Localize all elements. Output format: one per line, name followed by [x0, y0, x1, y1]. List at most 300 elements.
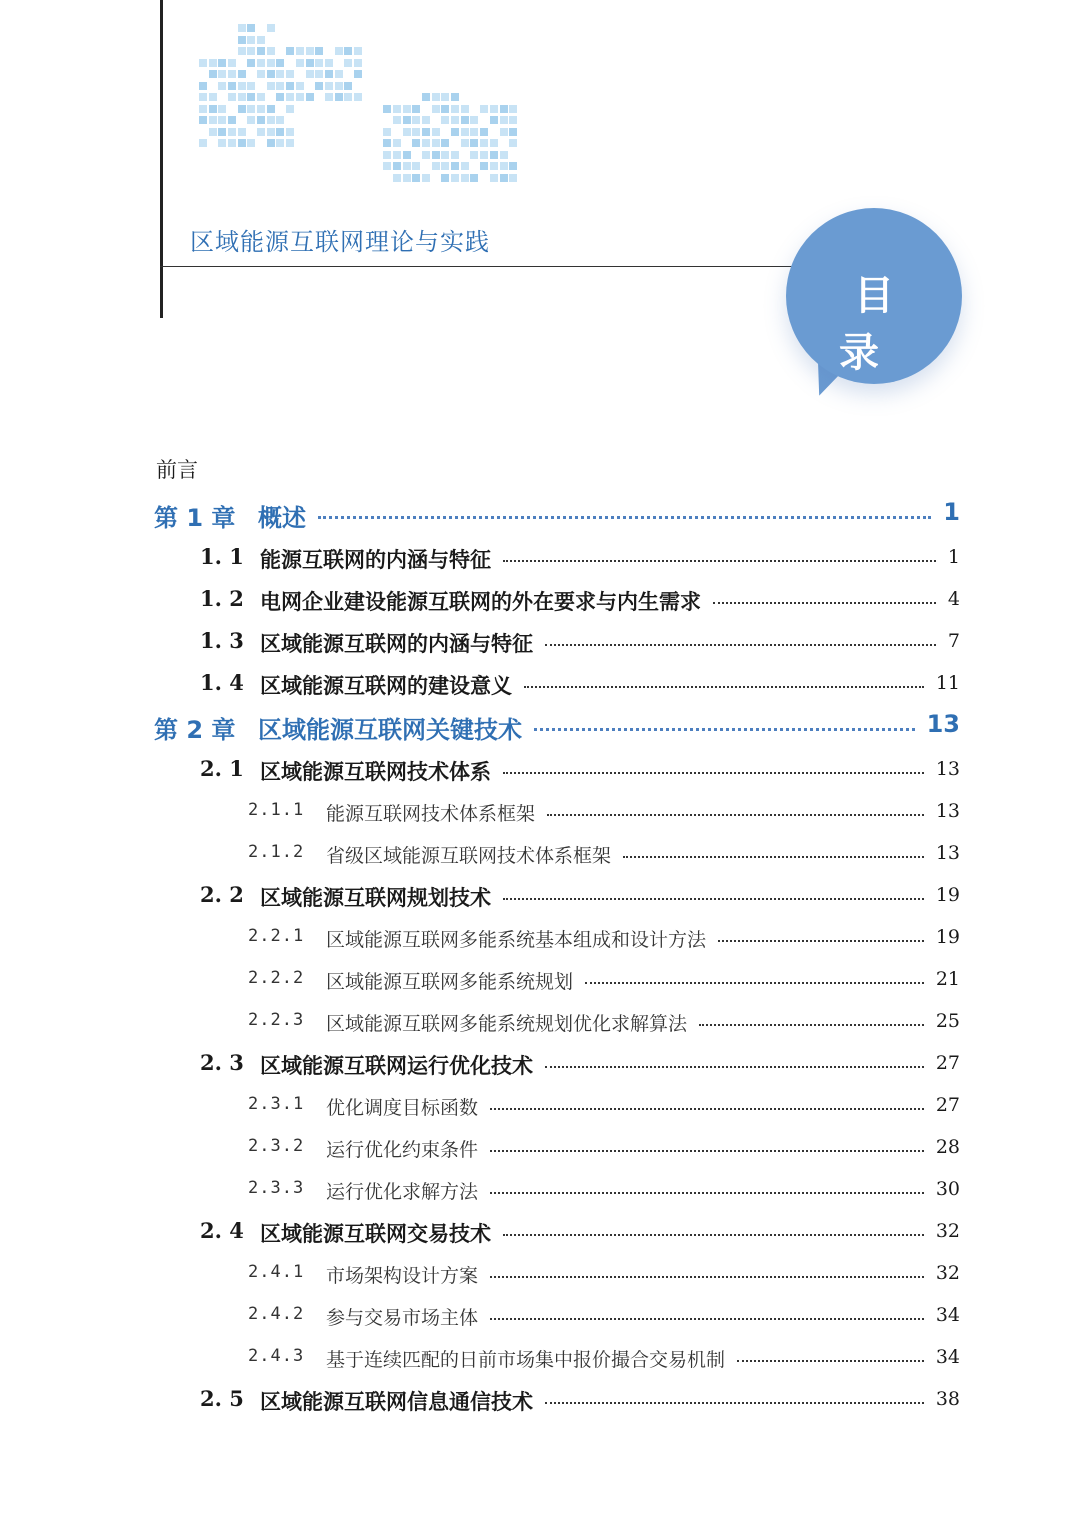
pixel-square [257, 59, 265, 67]
toc-entry-number: 2.3.1 [248, 1094, 305, 1114]
pixel-square [480, 139, 488, 147]
pixel-square [247, 105, 255, 113]
pixel-square [238, 82, 246, 90]
pixel-square [306, 59, 314, 67]
toc-section-row[interactable] [0, 1210, 1080, 1252]
pixel-square [276, 59, 284, 67]
toc-entry-page: 19 [935, 926, 960, 948]
pixel-square [228, 93, 236, 101]
pixel-square [383, 162, 391, 170]
dot-leader [490, 1108, 924, 1110]
pixel-square [199, 93, 207, 101]
pixel-square [441, 93, 449, 101]
pixel-square [354, 59, 362, 67]
pixel-square [315, 59, 323, 67]
pixel-square [393, 116, 401, 124]
pixel-square [344, 93, 352, 101]
pixel-square [509, 162, 517, 170]
pixel-square [209, 105, 217, 113]
pixel-square [480, 128, 488, 136]
pixel-square [335, 82, 343, 90]
pixel-square [451, 93, 459, 101]
toc-entry-number: 2.4.1 [248, 1262, 305, 1282]
toc-sub-row[interactable] [0, 1126, 1080, 1168]
pixel-square [209, 128, 217, 136]
toc-entry-page: 27 [935, 1052, 960, 1074]
pixel-square [228, 116, 236, 124]
pixel-square [461, 162, 469, 170]
toc-entry-title: 区域能源互联网运行优化技术 [260, 1053, 533, 1078]
toc-entry-title: 区域能源互联网信息通信技术 [260, 1389, 533, 1414]
toc-entry-page: 7 [947, 630, 960, 652]
pixel-square [325, 70, 333, 78]
toc-section-row[interactable] [0, 874, 1080, 916]
pixel-square [383, 128, 391, 136]
pixel-square [432, 151, 440, 159]
toc-entry-title: 区域能源互联网交易技术 [260, 1221, 491, 1246]
pixel-square [257, 116, 265, 124]
pixel-square [354, 47, 362, 55]
pixel-square [228, 59, 236, 67]
pixel-square [393, 105, 401, 113]
pixel-mosaic-decoration [160, 24, 550, 194]
pixel-square [296, 82, 304, 90]
pixel-square [490, 162, 498, 170]
pixel-square [412, 139, 420, 147]
toc-entry-title: 运行优化求解方法 [326, 1181, 479, 1203]
toc-entry-page: 28 [935, 1136, 960, 1158]
pixel-square [218, 82, 226, 90]
toc-entry-number: 2. 4 [200, 1218, 244, 1243]
pixel-square [451, 105, 459, 113]
toc-entry-number: 1. 2 [200, 586, 244, 611]
pixel-square [325, 59, 333, 67]
pixel-square [238, 139, 246, 147]
pixel-square [276, 116, 284, 124]
pixel-square [247, 93, 255, 101]
pixel-square [412, 162, 420, 170]
pixel-square [412, 105, 420, 113]
toc-entry-title: 区域能源互联网多能系统规划 [326, 971, 574, 993]
pixel-square [432, 128, 440, 136]
toc-chapter-row[interactable] [0, 492, 1080, 536]
pixel-square [199, 116, 207, 124]
pixel-square [470, 128, 478, 136]
toc-entry-number: 第 1 章 [154, 504, 236, 532]
toc-entry-number: 2.2.1 [248, 926, 305, 946]
toc-entry-page: 27 [935, 1094, 960, 1116]
pixel-square [500, 105, 508, 113]
pixel-square [412, 128, 420, 136]
dot-leader [623, 856, 924, 858]
dot-leader [718, 940, 924, 942]
toc-entry-number: 1. 3 [200, 628, 244, 653]
pixel-square [490, 116, 498, 124]
contents-heading: 目 录 [839, 273, 924, 376]
pixel-square [383, 105, 391, 113]
pixel-square [441, 116, 449, 124]
dot-leader [547, 814, 924, 816]
header-horizontal-rule [160, 266, 800, 267]
pixel-square [393, 151, 401, 159]
dot-leader [699, 1024, 924, 1026]
pixel-square [267, 70, 275, 78]
toc-section-row[interactable] [0, 578, 1080, 620]
pixel-square [344, 47, 352, 55]
pixel-square [393, 162, 401, 170]
pixel-square [199, 59, 207, 67]
toc-entry-title: 区域能源互联网规划技术 [260, 885, 491, 910]
pixel-square [276, 70, 284, 78]
toc-entry-number: 2.3.3 [248, 1178, 305, 1198]
pixel-square [238, 36, 246, 44]
pixel-square [238, 93, 246, 101]
pixel-square [432, 105, 440, 113]
dot-leader [490, 1276, 924, 1278]
toc-section-row[interactable] [0, 1042, 1080, 1084]
pixel-square [199, 139, 207, 147]
pixel-square [441, 151, 449, 159]
pixel-square [247, 24, 255, 32]
toc-section-row[interactable] [0, 662, 1080, 704]
pixel-square [228, 82, 236, 90]
dot-leader [490, 1150, 924, 1152]
pixel-square [315, 47, 323, 55]
toc-entry-title: 区域能源互联网的内涵与特征 [260, 631, 533, 656]
pixel-square [490, 139, 498, 147]
pixel-square [383, 151, 391, 159]
pixel-square [238, 47, 246, 55]
pixel-square [209, 70, 217, 78]
pixel-square [325, 82, 333, 90]
book-title: 区域能源互联网理论与实践 [190, 228, 490, 256]
pixel-square [393, 174, 401, 182]
dot-leader [524, 686, 924, 688]
pixel-square [354, 70, 362, 78]
dot-leader [503, 560, 936, 562]
pixel-square [509, 128, 517, 136]
pixel-square [247, 139, 255, 147]
pixel-square [218, 116, 226, 124]
pixel-square [432, 93, 440, 101]
toc-entry-title: 电网企业建设能源互联网的外在要求与内生需求 [260, 589, 701, 614]
toc-entry-title: 参与交易市场主体 [326, 1307, 479, 1329]
pixel-square [470, 139, 478, 147]
pixel-square [247, 47, 255, 55]
pixel-square [238, 70, 246, 78]
toc-entry-page: 34 [935, 1304, 960, 1326]
pixel-square [276, 139, 284, 147]
pixel-square [286, 139, 294, 147]
pixel-square [500, 162, 508, 170]
pixel-square [238, 105, 246, 113]
pixel-square [296, 93, 304, 101]
pixel-square [441, 105, 449, 113]
toc-section-row[interactable] [0, 536, 1080, 578]
dot-leader [545, 1066, 924, 1068]
pixel-square [218, 70, 226, 78]
preface-entry[interactable]: 前言 [156, 458, 198, 482]
pixel-square [461, 139, 469, 147]
pixel-square [403, 128, 411, 136]
pixel-square [393, 139, 401, 147]
toc-sub-row[interactable] [0, 1084, 1080, 1126]
dot-leader [534, 728, 915, 731]
pixel-square [228, 70, 236, 78]
pixel-square [247, 116, 255, 124]
pixel-square [470, 116, 478, 124]
toc-entry-title: 区域能源互联网的建设意义 [260, 673, 512, 698]
pixel-square [247, 59, 255, 67]
dot-leader [545, 1402, 924, 1404]
toc-entry-number: 2.4.3 [248, 1346, 305, 1366]
pixel-square [247, 36, 255, 44]
toc-entry-page: 1 [947, 546, 960, 568]
pixel-square [267, 139, 275, 147]
toc-sub-row[interactable] [0, 790, 1080, 832]
pixel-square [509, 105, 517, 113]
pixel-square [509, 139, 517, 147]
pixel-square [500, 116, 508, 124]
pixel-square [412, 116, 420, 124]
toc-entry-number: 2.3.2 [248, 1136, 305, 1156]
pixel-square [257, 36, 265, 44]
pixel-square [403, 151, 411, 159]
pixel-square [490, 174, 498, 182]
pixel-square [247, 82, 255, 90]
toc-entry-title: 区域能源互联网多能系统基本组成和设计方法 [326, 929, 707, 951]
pixel-square [422, 93, 430, 101]
toc-entry-title: 区域能源互联网技术体系 [260, 759, 491, 784]
pixel-square [451, 162, 459, 170]
dot-leader [318, 516, 931, 519]
toc-entry-page: 38 [935, 1388, 960, 1410]
toc-entry-title: 能源互联网技术体系框架 [326, 803, 536, 825]
pixel-square [461, 105, 469, 113]
toc-entry-title: 区域能源互联网多能系统规划优化求解算法 [326, 1013, 688, 1035]
pixel-square [286, 105, 294, 113]
pixel-square [509, 174, 517, 182]
toc-entry-number: 2. 1 [200, 756, 244, 781]
pixel-square [228, 139, 236, 147]
toc-entry-page: 13 [935, 800, 960, 822]
toc-entry-title: 基于连续匹配的日前市场集中报价撮合交易机制 [326, 1349, 726, 1371]
pixel-square [267, 47, 275, 55]
pixel-square [306, 47, 314, 55]
pixel-square [286, 47, 294, 55]
pixel-square [257, 128, 265, 136]
toc-entry-page: 13 [926, 710, 960, 738]
toc-entry-page: 32 [935, 1220, 960, 1242]
pixel-square [403, 105, 411, 113]
pixel-square [451, 174, 459, 182]
pixel-square [218, 139, 226, 147]
toc-entry-number: 2.2.2 [248, 968, 305, 988]
toc-entry-page: 21 [935, 968, 960, 990]
pixel-square [412, 174, 420, 182]
pixel-square [480, 151, 488, 159]
pixel-square [315, 70, 323, 78]
pixel-square [509, 116, 517, 124]
toc-entry-title: 运行优化约束条件 [326, 1139, 479, 1161]
pixel-square [432, 139, 440, 147]
toc-sub-row[interactable] [0, 958, 1080, 1000]
pixel-square [403, 162, 411, 170]
pixel-square [267, 128, 275, 136]
pixel-square [432, 162, 440, 170]
toc-entry-number: 2. 5 [200, 1386, 244, 1411]
toc-entry-page: 25 [935, 1010, 960, 1032]
toc-entry-number: 2. 2 [200, 882, 244, 907]
pixel-square [344, 59, 352, 67]
pixel-square [490, 105, 498, 113]
toc-entry-page: 13 [935, 758, 960, 780]
pixel-square [286, 70, 294, 78]
pixel-square [470, 174, 478, 182]
pixel-square [199, 105, 207, 113]
pixel-square [422, 139, 430, 147]
pixel-square [383, 139, 391, 147]
pixel-square [422, 116, 430, 124]
pixel-square [296, 59, 304, 67]
pixel-square [422, 151, 430, 159]
pixel-square [441, 162, 449, 170]
pixel-square [451, 151, 459, 159]
pixel-square [335, 93, 343, 101]
pixel-square [267, 116, 275, 124]
pixel-square [257, 47, 265, 55]
pixel-square [451, 128, 459, 136]
dot-leader [503, 898, 924, 900]
pixel-square [403, 174, 411, 182]
toc-entry-page: 1 [943, 498, 960, 526]
pixel-square [470, 151, 478, 159]
pixel-square [276, 128, 284, 136]
pixel-square [354, 93, 362, 101]
toc-entry-page: 19 [935, 884, 960, 906]
pixel-square [238, 128, 246, 136]
pixel-square [286, 82, 294, 90]
pixel-square [296, 47, 304, 55]
pixel-square [267, 82, 275, 90]
toc-entry-page: 11 [935, 672, 960, 694]
pixel-square [480, 105, 488, 113]
pixel-square [461, 128, 469, 136]
pixel-square [209, 93, 217, 101]
pixel-square [238, 24, 246, 32]
toc-sub-row[interactable] [0, 1168, 1080, 1210]
pixel-square [218, 105, 226, 113]
pixel-square [441, 174, 449, 182]
toc-entry-page: 34 [935, 1346, 960, 1368]
toc-entry-number: 1. 1 [200, 544, 244, 569]
toc-entry-number: 第 2 章 [154, 716, 236, 744]
dot-leader [490, 1192, 924, 1194]
table-of-contents [0, 492, 1080, 1420]
pixel-square [451, 116, 459, 124]
toc-entry-title: 区域能源互联网关键技术 [258, 716, 522, 744]
toc-entry-title: 省级区域能源互联网技术体系框架 [326, 845, 612, 867]
toc-entry-title: 市场架构设计方案 [326, 1265, 479, 1287]
dot-leader [503, 772, 924, 774]
pixel-square [306, 93, 314, 101]
pixel-square [209, 59, 217, 67]
toc-sub-row[interactable] [0, 1294, 1080, 1336]
pixel-square [267, 105, 275, 113]
pixel-square [422, 174, 430, 182]
toc-sub-row[interactable] [0, 916, 1080, 958]
toc-sub-row[interactable] [0, 1000, 1080, 1042]
pixel-square [335, 47, 343, 55]
toc-entry-number: 2.4.2 [248, 1304, 305, 1324]
pixel-square [461, 116, 469, 124]
pixel-square [500, 128, 508, 136]
toc-entry-number: 2.1.2 [248, 842, 305, 862]
toc-section-row[interactable] [0, 748, 1080, 790]
pixel-square [441, 139, 449, 147]
pixel-square [199, 82, 207, 90]
pixel-square [344, 82, 352, 90]
pixel-square [422, 128, 430, 136]
toc-sub-row[interactable] [0, 1336, 1080, 1378]
pixel-square [257, 70, 265, 78]
toc-entry-title: 能源互联网的内涵与特征 [260, 547, 491, 572]
toc-entry-number: 2.1.1 [248, 800, 305, 820]
pixel-square [480, 162, 488, 170]
pixel-square [218, 59, 226, 67]
pixel-square [500, 174, 508, 182]
toc-chapter-row[interactable] [0, 704, 1080, 748]
dot-leader [713, 602, 936, 604]
toc-entry-page: 13 [935, 842, 960, 864]
toc-entry-page: 4 [947, 588, 960, 610]
pixel-square [403, 116, 411, 124]
toc-section-row[interactable] [0, 1378, 1080, 1420]
dot-leader [585, 982, 924, 984]
toc-entry-number: 1. 4 [200, 670, 244, 695]
pixel-square [209, 116, 217, 124]
pixel-square [276, 82, 284, 90]
dot-leader [503, 1234, 924, 1236]
pixel-square [306, 70, 314, 78]
toc-sub-row[interactable] [0, 1252, 1080, 1294]
dot-leader [545, 644, 936, 646]
toc-entry-title: 概述 [258, 504, 306, 532]
toc-entry-page: 30 [935, 1178, 960, 1200]
pixel-square [335, 70, 343, 78]
toc-entry-title: 优化调度目标函数 [326, 1097, 479, 1119]
pixel-square [267, 24, 275, 32]
pixel-square [286, 128, 294, 136]
pixel-square [257, 93, 265, 101]
toc-entry-number: 2. 3 [200, 1050, 244, 1075]
pixel-square [276, 93, 284, 101]
pixel-square [286, 93, 294, 101]
pixel-square [325, 93, 333, 101]
pixel-square [267, 59, 275, 67]
pixel-square [228, 128, 236, 136]
pixel-square [257, 105, 265, 113]
pixel-square [500, 151, 508, 159]
toc-section-row[interactable] [0, 620, 1080, 662]
pixel-square [490, 151, 498, 159]
pixel-square [218, 128, 226, 136]
dot-leader [490, 1318, 924, 1320]
toc-entry-number: 2.2.3 [248, 1010, 305, 1030]
toc-sub-row[interactable] [0, 832, 1080, 874]
toc-entry-page: 32 [935, 1262, 960, 1284]
pixel-square [461, 174, 469, 182]
